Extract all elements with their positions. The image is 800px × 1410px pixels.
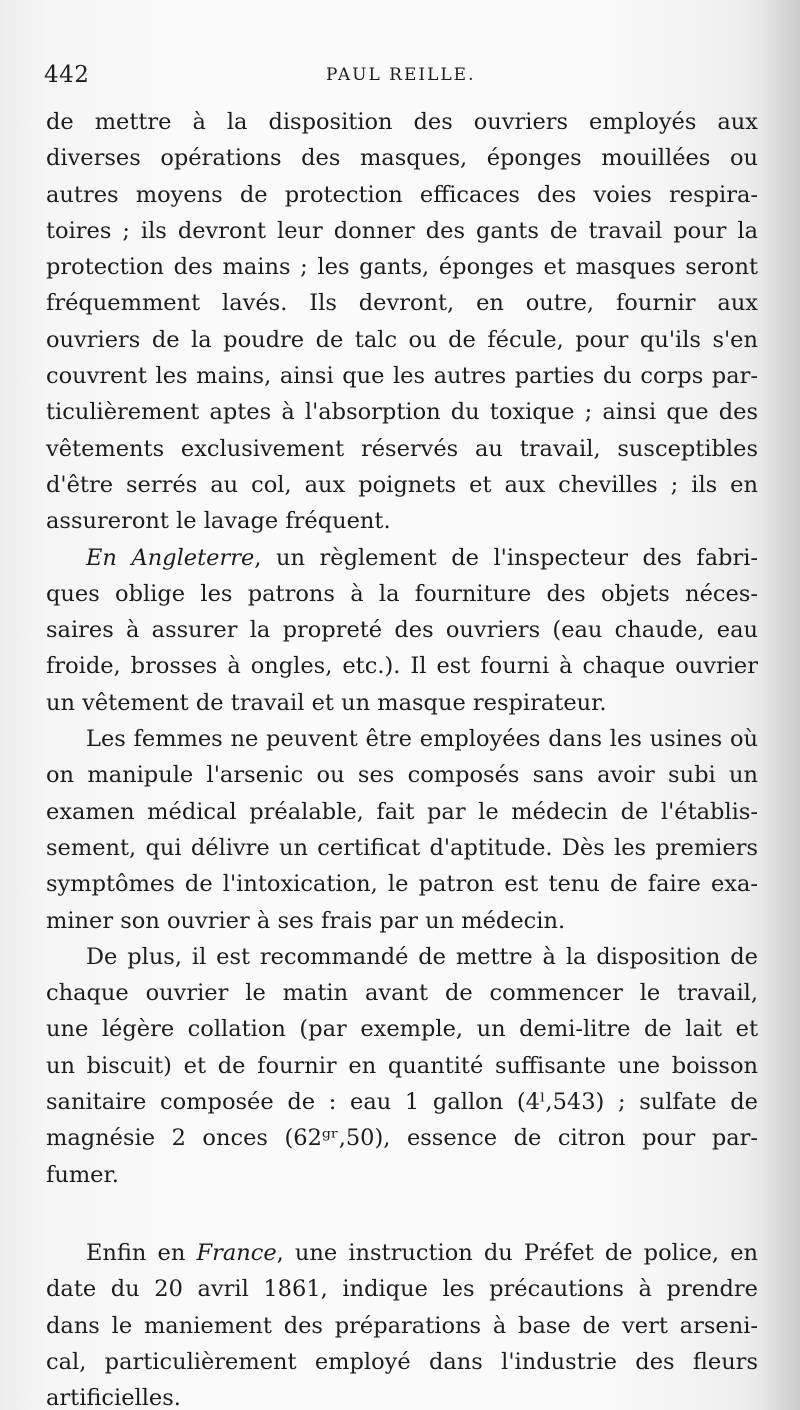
text-run: , un règlement de l'inspecteur des fabri- xyxy=(254,544,759,571)
text-line: toires ; ils devront leur donner des gants de travail pour la xyxy=(46,217,758,244)
paragraph-gap xyxy=(46,1193,758,1235)
paragraph-2 xyxy=(46,540,758,721)
text-line: fumer. xyxy=(46,1161,119,1188)
paragraph-4 xyxy=(46,939,758,1193)
text-line: un vêtement de travail et un masque respirateur. xyxy=(46,689,607,716)
text-line: chaque ouvrier le matin avant de commencer le travail, xyxy=(46,980,758,1007)
page-header xyxy=(44,62,744,92)
text-line: miner son ouvrier à ses frais par un médecin. xyxy=(46,907,566,934)
page-binding-shadow xyxy=(760,0,800,1410)
text-line: protection des mains ; les gants, éponges et masques seront xyxy=(46,254,758,281)
text-line: diverses opérations des masques, éponges mouillées ou xyxy=(46,145,758,172)
italic-country: France xyxy=(196,1239,277,1266)
page-number: 442 xyxy=(44,62,90,88)
text-line xyxy=(46,540,758,576)
text-line: une légère collation (par exemple, un demi-litre de lait et xyxy=(46,1016,758,1043)
text-run: , une instruction du Préfet de police, en xyxy=(276,1239,759,1266)
text-line: examen médical préalable, fait par le médecin de l'établis- xyxy=(46,798,758,825)
italic-country: En Angleterre xyxy=(86,544,255,571)
text-line: saires à assurer la propreté des ouvriers (eau chaude, eau xyxy=(46,617,758,644)
running-head: PAUL REILLE. xyxy=(326,65,476,85)
text-run: Enfin en xyxy=(86,1239,197,1266)
text-line: De plus, il est recommandé de mettre à la disposition de xyxy=(86,943,758,970)
text-line: ticulièrement aptes à l'absorption du toxique ; ainsi que des xyxy=(46,399,758,426)
text-line: assureront le lavage fréquent. xyxy=(46,508,391,535)
text-line: autres moyens de protection efficaces des voies respira- xyxy=(46,181,758,208)
text-line: artificielles. xyxy=(46,1385,181,1410)
text-line: cal, particulièrement employé dans l'industrie des fleurs xyxy=(46,1348,758,1375)
paragraph-3 xyxy=(46,721,758,939)
text-line: on manipule l'arsenic ou ses composés sans avoir subi un xyxy=(46,762,758,789)
text-line: sanitaire composée de : eau 1 gallon (4ˡ,543) ; sulfate de xyxy=(46,1089,758,1116)
text-line: fréquemment lavés. Ils devront, en outre, fournir aux xyxy=(46,290,758,317)
paragraph-5 xyxy=(46,1235,758,1410)
text-line: sement, qui délivre un certificat d'aptitude. Dès les premiers xyxy=(46,834,758,861)
text-line: dans le maniement des préparations à base de vert arseni- xyxy=(46,1312,758,1339)
text-line: couvrent les mains, ainsi que les autres parties du corps par- xyxy=(46,363,758,390)
text-line: vêtements exclusivement réservés au travail, susceptibles xyxy=(46,435,758,462)
body-text xyxy=(46,104,758,1410)
text-line: ques oblige les patrons à la fourniture des objets néces- xyxy=(46,580,758,607)
text-line: un biscuit) et de fournir en quantité suffisante une boisson xyxy=(46,1052,758,1079)
paragraph-1 xyxy=(46,104,758,540)
text-line: Les femmes ne peuvent être employées dans les usines où xyxy=(86,726,758,753)
text-line: symptômes de l'intoxication, le patron est tenu de faire exa- xyxy=(46,871,758,898)
text-line: d'être serrés au col, aux poignets et aux chevilles ; ils en xyxy=(46,471,758,498)
text-line: date du 20 avril 1861, indique les précautions à prendre xyxy=(46,1276,758,1303)
text-line: de mettre à la disposition des ouvriers employés aux xyxy=(46,109,758,135)
text-line xyxy=(46,1235,758,1271)
text-line: froide, brosses à ongles, etc.). Il est fourni à chaque ouvrier xyxy=(46,653,758,680)
text-line: magnésie 2 onces (62ᵍʳ,50), essence de citron pour par- xyxy=(46,1125,758,1152)
text-line: ouvriers de la poudre de talc ou de fécule, pour qu'ils s'en xyxy=(46,326,758,353)
